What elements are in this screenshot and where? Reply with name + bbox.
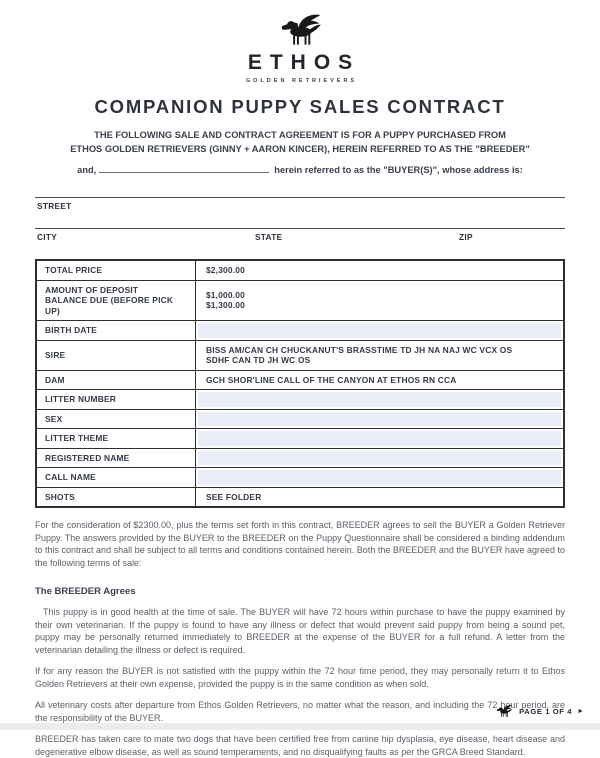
agrees-paragraph-3: All veterinary costs after departure from Ethos Golden Retrievers, no matter what the reason, and including the 72 hour period, are the responsibility of the BUYER. [35, 700, 565, 723]
footer-dog-icon [494, 704, 514, 719]
brand-name: ETHOS [247, 51, 361, 74]
street-label: STREET [37, 201, 72, 211]
row-label: AMOUNT OF DEPOSIT BALANCE DUE (BEFORE PICK UP) [36, 280, 195, 321]
buyer-suffix: herein referred to as the "BUYER(S)", whose address is: [274, 165, 523, 175]
agrees-paragraph-2: If for any reason the BUYER is not satisfied with the puppy within the 72 hour time period, they may personally return it to Ethos Golden Retrievers at their own expense, provided the puppy is in the same condition as when sold. [35, 666, 565, 689]
row-label: DAM [36, 370, 195, 390]
table-row [36, 340, 564, 370]
row-value: $1,000.00 $1,300.00 [195, 280, 564, 321]
table-row [36, 390, 564, 410]
page-number: PAGE 1 OF 4 [519, 707, 573, 716]
table-row [36, 429, 564, 449]
table-row [36, 448, 564, 468]
row-label: LITTER THEME [36, 429, 195, 449]
brand-subtitle: GOLDEN RETRIEVERS [245, 78, 358, 84]
next-page-arrow[interactable]: ► [577, 708, 584, 715]
winged-dog-icon [273, 12, 327, 50]
state-label: STATE [254, 232, 283, 242]
row-value-input[interactable] [195, 448, 564, 468]
row-value: $2,300.00 [195, 260, 564, 280]
row-label: LITTER NUMBER [36, 390, 195, 410]
row-value-input[interactable] [195, 321, 564, 341]
row-value-input[interactable] [195, 390, 564, 410]
row-value: BISS AM/CAN CH CHUCKANUT'S BRASSTIME TD JH NA NAJ WC VCX OS SDHF CAN TD JH WC OS [195, 340, 564, 370]
row-value-input[interactable] [195, 468, 564, 488]
row-label: REGISTERED NAME [36, 448, 195, 468]
row-value: SEE FOLDER [195, 487, 564, 507]
table-row [36, 409, 564, 429]
and-label: and, [77, 165, 97, 175]
page-title: COMPANION PUPPY SALES CONTRACT [94, 96, 506, 117]
row-label: SHOTS [36, 487, 195, 507]
price-info-table [35, 259, 565, 508]
street-label-row [35, 201, 565, 213]
city-state-zip-label-row [35, 232, 565, 244]
city-state-zip-input-line[interactable] [35, 228, 565, 229]
buyer-name-line [35, 164, 565, 175]
zip-label: ZIP [459, 232, 473, 242]
consideration-paragraph: For the consideration of $2300.00, plus the terms set forth in this contract, BREEDER agrees to sell the BUYER a Golden Retriever Puppy. The answers provided by the BUYER to the BREEDER on the Puppy Questionnaire shall be considered a binding addendum to this contract and shall be subject to all terms and conditions contained herein. Both the BREEDER and the BUYER have agreed to the following terms of sale: [35, 520, 565, 568]
row-label: SIRE [36, 340, 195, 370]
page-footer [494, 704, 584, 719]
price-info-table-body [36, 260, 564, 507]
intro-statement [35, 129, 565, 156]
row-value-input[interactable] [195, 409, 564, 429]
page-bottom-edge [0, 723, 600, 730]
row-label: TOTAL PRICE [36, 260, 195, 280]
table-row [36, 321, 564, 341]
logo [35, 10, 565, 84]
table-row [36, 280, 564, 321]
row-value: GCH SHOR'LINE CALL OF THE CANYON AT ETHOS RN CCA [195, 370, 564, 390]
row-label: SEX [36, 409, 195, 429]
row-value-input[interactable] [195, 429, 564, 449]
intro-line-2: ETHOS GOLDEN RETRIEVERS (GINNY + AARON KINCER), HEREIN REFERRED TO AS THE "BREEDER" [70, 143, 530, 154]
table-row [36, 487, 564, 507]
buyer-name-blank[interactable] [99, 164, 269, 173]
intro-line-1: THE FOLLOWING SALE AND CONTRACT AGREEMENT IS FOR A PUPPY PURCHASED FROM [94, 130, 506, 140]
row-label: CALL NAME [36, 468, 195, 488]
table-row [36, 370, 564, 390]
agrees-paragraph-1: This puppy is in good health at the time of sale. The BUYER will have 72 hours within purchase to have the puppy examined by their own veterinarian. If the puppy is found to have any illness or defect that would prevent said puppy from being a sound pet, puppy may be personally returned immediately to BREEDER at the expense of the BUYER for a full refund. A letter from the veterinarian detailing the illness or defect is required. [35, 607, 565, 655]
agrees-paragraph-4: BREEDER has taken care to mate two dogs that have been certified free from canine hip dysplasia, eye disease, heart disease and degenerative elbow disease, as well as sound temperaments, and no disqualifying faults as per the GRCA Breed Standard. [35, 734, 565, 757]
table-row [36, 468, 564, 488]
row-label: BIRTH DATE [36, 321, 195, 341]
street-input-line[interactable] [35, 197, 565, 198]
breeder-agrees-heading: The BREEDER Agrees [35, 586, 136, 597]
city-label: CITY [37, 232, 58, 242]
table-row [36, 260, 564, 280]
